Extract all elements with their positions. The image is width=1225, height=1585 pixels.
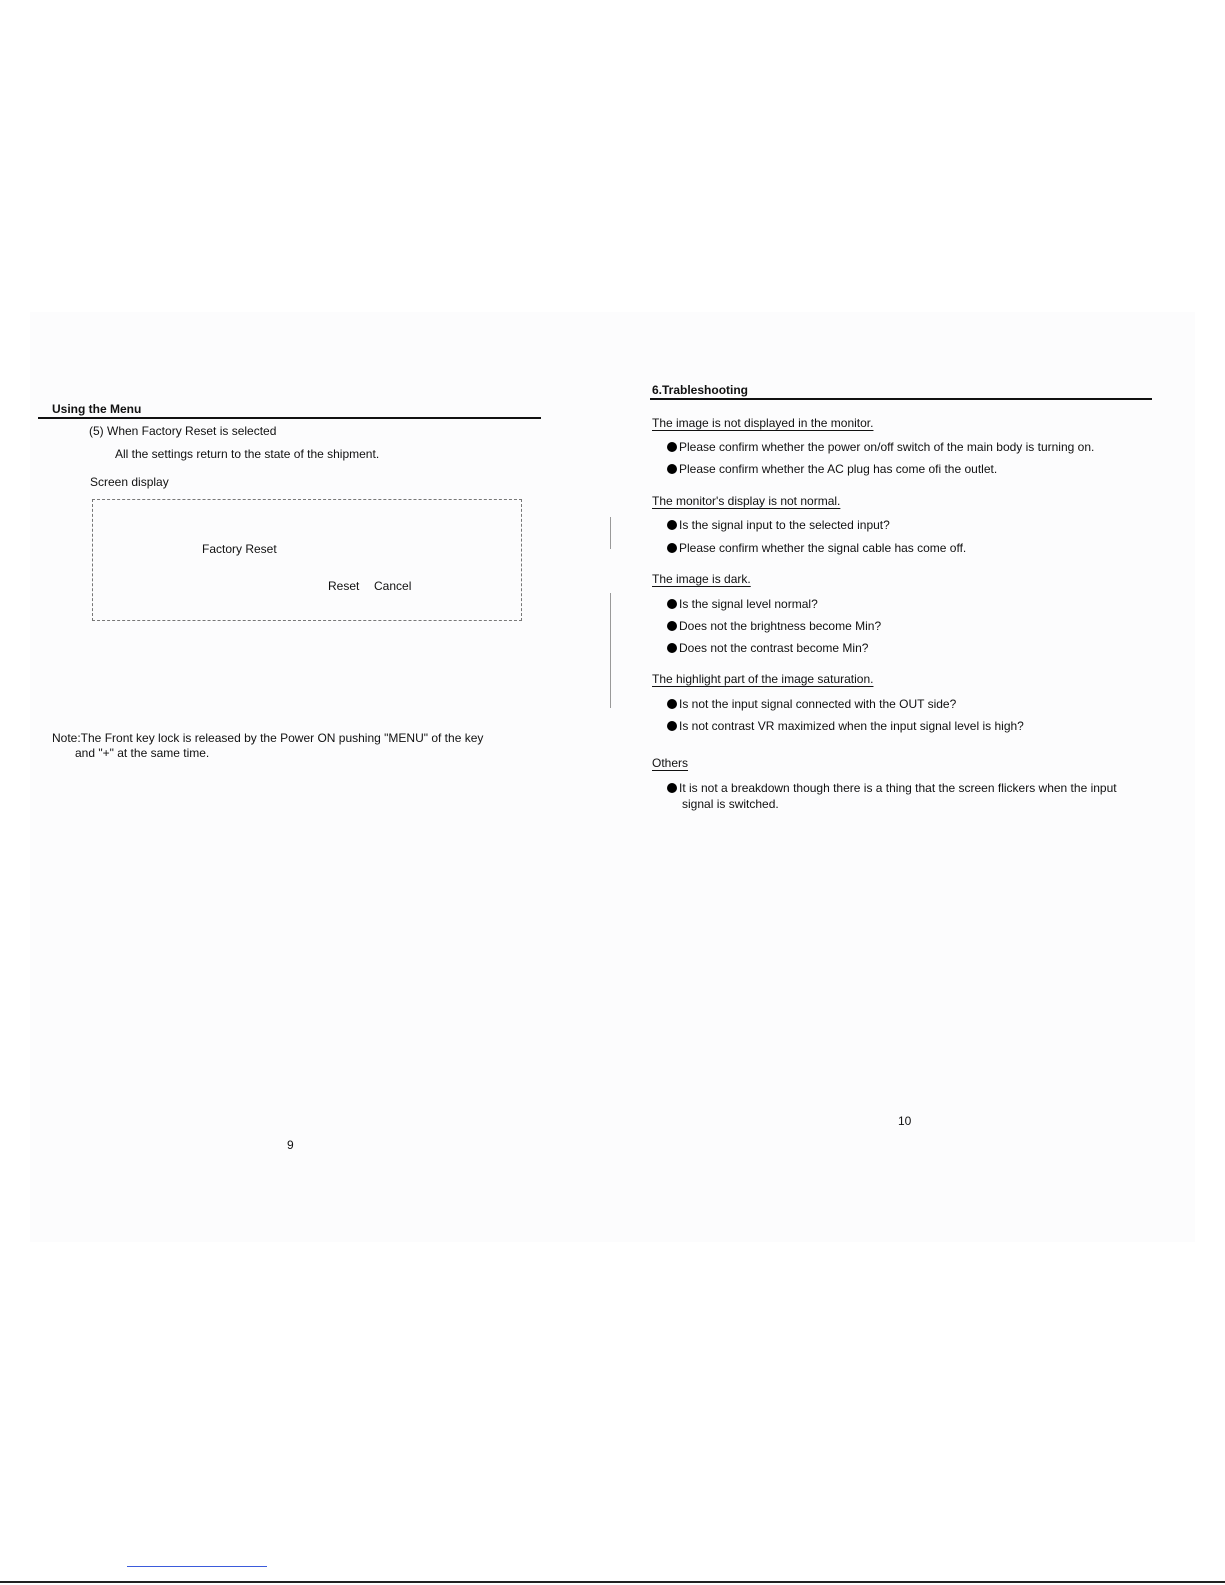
topic-item: Is the signal input to the selected input? bbox=[667, 518, 890, 532]
page-number-right: 10 bbox=[898, 1114, 912, 1128]
topic-heading: The image is not displayed in the monitor. bbox=[652, 416, 874, 430]
bullet-icon bbox=[667, 643, 677, 653]
bullet-icon bbox=[667, 783, 677, 793]
bullet-icon bbox=[667, 543, 677, 553]
bullet-icon bbox=[667, 599, 677, 609]
factory-reset-step: (5) When Factory Reset is selected bbox=[89, 424, 277, 438]
topic-item: Please confirm whether the signal cable has come off. bbox=[667, 541, 966, 555]
bottom-edge-artifact bbox=[127, 1566, 267, 1567]
bullet-icon bbox=[667, 621, 677, 631]
factory-reset-description: All the settings return to the state of the shipment. bbox=[115, 447, 380, 461]
bullet-icon bbox=[667, 520, 677, 530]
bullet-icon bbox=[667, 699, 677, 709]
topic-item: Does not the contrast become Min? bbox=[667, 641, 868, 655]
topic-item: Is not contrast VR maximized when the input signal level is high? bbox=[667, 719, 1024, 733]
bullet-icon bbox=[667, 442, 677, 452]
heading-rule bbox=[38, 417, 541, 419]
note-line-2: and "+" at the same time. bbox=[75, 746, 210, 760]
dialog-title: Factory Reset bbox=[202, 542, 277, 556]
topic-item: It is not a breakdown though there is a thing that the screen flickers when the input bbox=[667, 781, 1117, 795]
note-line-1: Note:The Front key lock is released by the Power ON pushing "MENU" of the key bbox=[52, 731, 484, 745]
topic-heading: Others bbox=[652, 756, 689, 770]
bottom-edge-artifact bbox=[0, 1581, 1225, 1583]
screen-display-frame bbox=[92, 499, 522, 621]
section-heading-troubleshooting: 6.Trableshooting bbox=[652, 383, 749, 397]
screen-display-label: Screen display bbox=[90, 475, 169, 489]
topic-item: Please confirm whether the power on/off switch of the main body is turning on. bbox=[667, 440, 1094, 454]
topic-item: Does not the brightness become Min? bbox=[667, 619, 881, 633]
cancel-button[interactable]: Cancel bbox=[374, 579, 412, 593]
binding-mark bbox=[610, 517, 611, 549]
bullet-icon bbox=[667, 464, 677, 474]
reset-button[interactable]: Reset bbox=[328, 579, 360, 593]
heading-rule bbox=[650, 398, 1152, 400]
topic-heading: The image is dark. bbox=[652, 572, 751, 586]
binding-mark bbox=[610, 593, 611, 708]
page-number-left: 9 bbox=[287, 1138, 294, 1152]
bullet-icon bbox=[667, 721, 677, 731]
section-heading-using-menu: Using the Menu bbox=[52, 402, 142, 416]
topic-heading: The highlight part of the image saturation. bbox=[652, 672, 874, 686]
topic-item: Please confirm whether the AC plug has come ofi the outlet. bbox=[667, 462, 997, 476]
topic-heading: The monitor's display is not normal. bbox=[652, 494, 841, 508]
topic-item: Is the signal level normal? bbox=[667, 597, 818, 611]
topic-item: Is not the input signal connected with the OUT side? bbox=[667, 697, 956, 711]
topic-item-continuation: signal is switched. bbox=[682, 797, 779, 811]
